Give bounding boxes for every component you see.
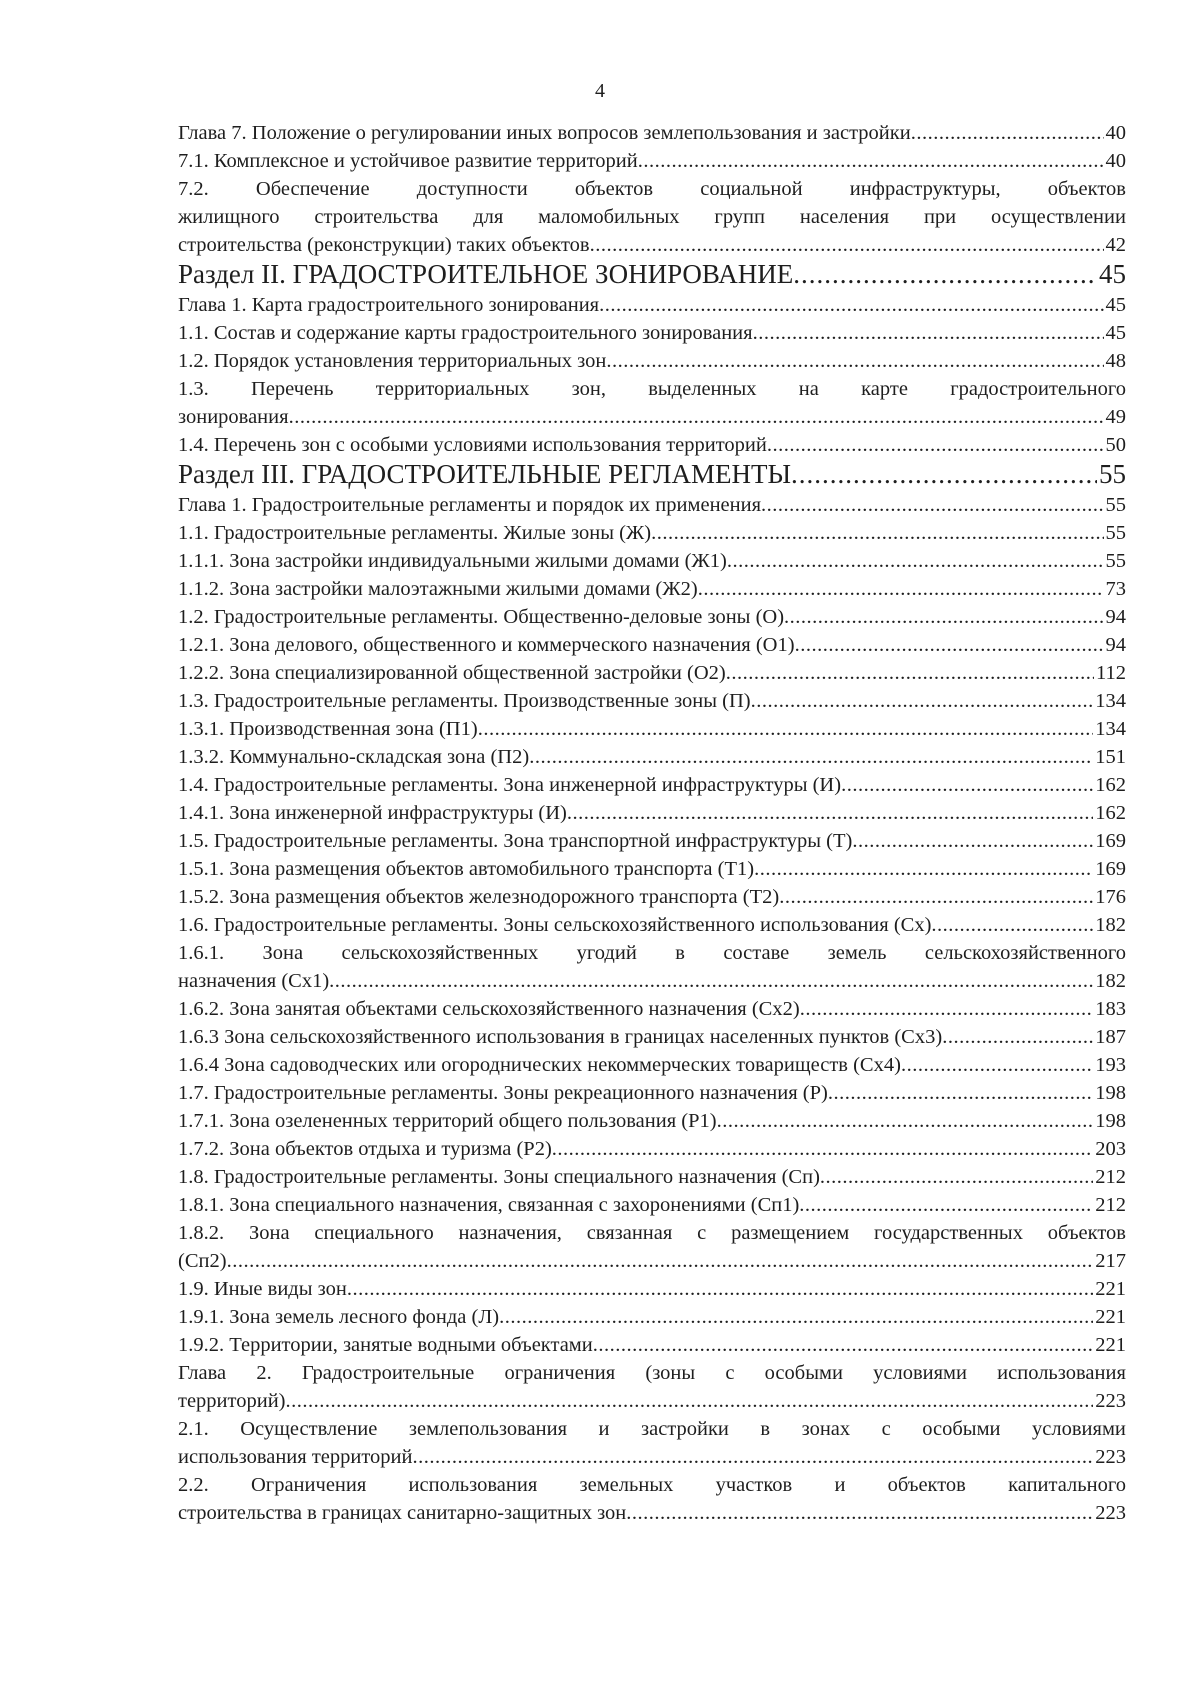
toc-entry: [178, 911, 1126, 939]
toc-word: особыми: [922, 1418, 1001, 1440]
toc-entry: [178, 1303, 1126, 1331]
toc-entry: [178, 519, 1126, 547]
toc-word: 1.6.1.: [178, 942, 225, 964]
toc-leader-dots: [931, 911, 1093, 939]
toc-leader-dots: [329, 967, 1093, 995]
toc-leader-dots: [791, 459, 1097, 489]
toc-word: Перечень: [251, 378, 334, 400]
toc-entry: [178, 799, 1126, 827]
toc-entry: [178, 575, 1126, 603]
toc-entry-line: [178, 1051, 1126, 1079]
toc-entry-title: 1.4. Градостроительные регламенты. Зона инженерной инфраструктуры (И): [178, 774, 842, 796]
toc-entry: [178, 883, 1126, 911]
toc-entry-title: 1.9. Иные виды зон: [178, 1278, 347, 1300]
toc-leader-dots: [651, 519, 1103, 547]
toc-entry-title: строительства (реконструкции) таких объектов: [178, 234, 590, 256]
toc-page-number: 198: [1095, 1082, 1126, 1104]
toc-leader-dots: [726, 659, 1094, 687]
toc-page-number: 45: [1099, 259, 1126, 289]
toc-entry-title: 1.6.2. Зона занятая объектами сельскохозяйственного назначения (Сх2): [178, 998, 800, 1020]
toc-entry-title: территорий): [178, 1390, 286, 1412]
toc-leader-dots: [751, 687, 1094, 715]
toc-entry: [178, 827, 1126, 855]
toc-page-number: 40: [1105, 150, 1126, 172]
toc-page-number: 55: [1105, 550, 1126, 572]
toc-entry: [178, 631, 1126, 659]
toc-entry-line: [178, 175, 1126, 203]
toc-leader-dots: [529, 743, 1093, 771]
toc-entry: [178, 1051, 1126, 1079]
toc-leader-dots: [347, 1275, 1093, 1303]
toc-entry-line: [178, 631, 1126, 659]
toc-page-number: 55: [1099, 459, 1126, 489]
toc-leader-dots: [753, 319, 1104, 347]
toc-entry-title: 1.3.1. Производственная зона (П1): [178, 718, 478, 740]
toc-entry-line: [178, 1191, 1126, 1219]
toc-leader-dots: [286, 1387, 1094, 1415]
toc-word: маломобильных: [538, 206, 680, 228]
toc-word: 1.3.: [178, 378, 209, 400]
toc-word: объектов: [574, 178, 654, 200]
toc-page-number: 223: [1095, 1390, 1126, 1412]
toc-entry-line: [178, 1079, 1126, 1107]
toc-word: размещением: [731, 1222, 850, 1244]
toc-page-number: 187: [1095, 1026, 1126, 1048]
toc-entry-line: [178, 119, 1126, 147]
toc-entry-line: [178, 1471, 1126, 1499]
toc-entry: [178, 491, 1126, 519]
toc-entry-line: [178, 203, 1126, 231]
toc-leader-dots: [793, 259, 1097, 289]
toc-word: (зоны: [645, 1362, 696, 1384]
toc-page-number: 203: [1095, 1138, 1126, 1160]
toc-word: условиями: [1032, 1418, 1126, 1440]
toc-entry-title: 1.1.2. Зона застройки малоэтажными жилыми домами (Ж2): [178, 578, 698, 600]
toc-word: территориальных: [375, 378, 530, 400]
toc-page-number: 182: [1095, 914, 1126, 936]
toc-entry-line: [178, 491, 1126, 519]
toc-entry-title: 1.8.1. Зона специального назначения, связанная с захоронениями (Сп1): [178, 1194, 800, 1216]
toc-word: использования: [408, 1474, 538, 1496]
toc-leader-dots: [901, 1051, 1093, 1079]
toc-leader-dots: [599, 291, 1103, 319]
table-of-contents: [178, 119, 1126, 1527]
toc-word: сельскохозяйственных: [341, 942, 539, 964]
toc-word: ограничения: [504, 1362, 616, 1384]
toc-word: капитального: [1008, 1474, 1126, 1496]
toc-page-number: 221: [1095, 1334, 1126, 1356]
toc-entry-title: 1.5.1. Зона размещения объектов автомобильного транспорта (Т1): [178, 858, 755, 880]
toc-word: и: [834, 1474, 846, 1496]
toc-leader-dots: [593, 1331, 1094, 1359]
toc-entry-line: [178, 687, 1126, 715]
toc-page-number: 48: [1105, 350, 1126, 372]
toc-word: сельскохозяйственного: [924, 942, 1126, 964]
toc-leader-dots: [638, 147, 1104, 175]
toc-entry-line: [178, 967, 1126, 995]
toc-word: Ограничения: [251, 1474, 367, 1496]
toc-word: с: [881, 1418, 891, 1440]
toc-entry-line: [178, 575, 1126, 603]
toc-word: населения: [799, 206, 890, 228]
toc-word: 1.8.2.: [178, 1222, 225, 1244]
toc-entry: [178, 603, 1126, 631]
toc-entry: [178, 175, 1126, 259]
toc-entry-line: [178, 1163, 1126, 1191]
toc-word: Зона: [248, 1222, 290, 1244]
toc-entry-title: 1.1. Состав и содержание карты градостроительного зонирования: [178, 322, 753, 344]
toc-word: назначения,: [458, 1222, 562, 1244]
toc-entry: [178, 1191, 1126, 1219]
toc-word: землепользования: [408, 1418, 568, 1440]
toc-word: карте: [861, 378, 908, 400]
toc-entry-line: [178, 1443, 1126, 1471]
toc-word: условиями: [873, 1362, 967, 1384]
toc-entry-line: [178, 603, 1126, 631]
toc-entry-title: 1.1. Градостроительные регламенты. Жилые зоны (Ж): [178, 522, 652, 544]
toc-entry: [178, 431, 1126, 459]
toc-page-number: 169: [1095, 858, 1126, 880]
toc-word: с: [697, 1222, 707, 1244]
toc-word: участков: [715, 1474, 793, 1496]
toc-entry-title: 1.2. Градостроительные регламенты. Общественно-деловые зоны (О): [178, 606, 785, 628]
toc-entry-line: [178, 1415, 1126, 1443]
toc-word: 2.1.: [178, 1418, 209, 1440]
toc-entry-line: [178, 883, 1126, 911]
toc-word: жилищного: [178, 206, 280, 228]
toc-word: с: [725, 1362, 735, 1384]
toc-word: Глава: [178, 1362, 227, 1384]
toc-page-number: 212: [1095, 1166, 1126, 1188]
toc-entry-line: [178, 827, 1126, 855]
toc-page-number: 223: [1095, 1502, 1126, 1524]
toc-leader-dots: [795, 631, 1104, 659]
toc-entry-line: [178, 1387, 1126, 1415]
toc-page-number: 221: [1095, 1306, 1126, 1328]
toc-word: 2.2.: [178, 1474, 209, 1496]
toc-leader-dots: [800, 995, 1094, 1023]
toc-entry: [178, 1415, 1126, 1471]
toc-word: при: [923, 206, 957, 228]
toc-entry-title: Глава 1. Карта градостроительного зонирования: [178, 294, 600, 316]
toc-entry-title: 1.3. Градостроительные регламенты. Производственные зоны (П): [178, 690, 751, 712]
page-number: 4: [595, 80, 605, 102]
toc-page-number: 134: [1095, 690, 1126, 712]
toc-entry: [178, 1135, 1126, 1163]
toc-word: для: [473, 206, 504, 228]
toc-entry-title: Глава 1. Градостроительные регламенты и порядок их применения: [178, 494, 762, 516]
toc-word: осуществлении: [991, 206, 1126, 228]
toc-leader-dots: [828, 1079, 1093, 1107]
toc-page-number: 176: [1095, 886, 1126, 908]
toc-entry-title: 1.2.1. Зона делового, общественного и коммерческого назначения (О1): [178, 634, 795, 656]
toc-entry-title: 1.6. Градостроительные регламенты. Зоны сельскохозяйственного использования (Сх): [178, 914, 932, 936]
toc-word: строительства: [314, 206, 439, 228]
toc-entry-line: [178, 1247, 1126, 1275]
toc-word: земельных: [579, 1474, 674, 1496]
toc-leader-dots: [799, 1191, 1093, 1219]
toc-leader-dots: [841, 771, 1093, 799]
toc-entry: [178, 1107, 1126, 1135]
toc-entry: [178, 659, 1126, 687]
toc-entry: [178, 1359, 1126, 1415]
toc-word: объектов: [887, 1474, 966, 1496]
toc-entry-title: строительства в границах санитарно-защитных зон: [178, 1502, 627, 1524]
toc-section-heading: [178, 459, 1126, 489]
toc-entry: [178, 771, 1126, 799]
toc-entry-title: 1.9.1. Зона земель лесного фонда (Л): [178, 1306, 500, 1328]
toc-entry: [178, 547, 1126, 575]
toc-entry-line: [178, 1107, 1126, 1135]
toc-entry: [178, 119, 1126, 147]
toc-leader-dots: [289, 403, 1104, 431]
toc-entry: [178, 687, 1126, 715]
toc-page-number: 198: [1095, 1110, 1126, 1132]
toc-page-number: 182: [1095, 970, 1126, 992]
toc-entry-line: [178, 1331, 1126, 1359]
toc-word: доступности: [416, 178, 528, 200]
toc-entry-line: [178, 1135, 1126, 1163]
toc-page-number: 183: [1095, 998, 1126, 1020]
toc-entry-title: 1.5.2. Зона размещения объектов железнодорожного транспорта (Т2): [178, 886, 780, 908]
toc-entry-title: 7.1. Комплексное и устойчивое развитие территорий: [178, 150, 638, 172]
toc-page-number: 221: [1095, 1278, 1126, 1300]
toc-entry-title: зонирования: [178, 406, 289, 428]
toc-leader-dots: [911, 119, 1104, 147]
toc-entry: [178, 1471, 1126, 1527]
toc-entry-line: [178, 995, 1126, 1023]
toc-word: групп: [714, 206, 766, 228]
toc-leader-dots: [499, 1303, 1093, 1331]
toc-word: в: [760, 1418, 771, 1440]
toc-leader-dots: [852, 827, 1093, 855]
toc-entry: [178, 347, 1126, 375]
toc-entry: [178, 1163, 1126, 1191]
toc-page-number: 223: [1095, 1446, 1126, 1468]
toc-entry-line: [178, 799, 1126, 827]
toc-leader-dots: [717, 1107, 1094, 1135]
toc-entry-title: 1.3.2. Коммунально-складская зона (П2): [178, 746, 530, 768]
toc-page-number: 94: [1105, 634, 1126, 656]
toc-page-number: 55: [1105, 522, 1126, 544]
toc-entry-title: 1.6.4 Зона садоводческих или огороднических некоммерческих товариществ (Сх4): [178, 1054, 901, 1076]
toc-entry-title: 1.8. Градостроительные регламенты. Зоны специального назначения (Сп): [178, 1166, 820, 1188]
toc-leader-dots: [552, 1135, 1093, 1163]
toc-word: в: [675, 942, 685, 964]
toc-entry-line: [178, 147, 1126, 175]
toc-entry: [178, 855, 1126, 883]
toc-entry-line: [178, 1219, 1126, 1247]
toc-leader-dots: [779, 883, 1093, 911]
toc-word: выделенных: [648, 378, 757, 400]
toc-entry-line: [178, 1359, 1126, 1387]
toc-page-number: 42: [1105, 234, 1126, 256]
toc-word: застройки: [641, 1418, 729, 1440]
toc-entry-title: 1.5. Градостроительные регламенты. Зона транспортной инфраструктуры (Т): [178, 830, 853, 852]
toc-entry-title: 1.7.1. Зона озелененных территорий общего пользования (Р1): [178, 1110, 717, 1132]
toc-entry: [178, 715, 1126, 743]
toc-word: зонах: [801, 1418, 851, 1440]
toc-page-number: 134: [1095, 718, 1126, 740]
toc-page-number: 151: [1095, 746, 1126, 768]
toc-entry-line: [178, 939, 1126, 967]
toc-page-number: 217: [1095, 1250, 1126, 1272]
toc-entry: [178, 939, 1126, 995]
toc-word: на: [798, 378, 819, 400]
toc-word: Зона: [262, 942, 304, 964]
toc-entry-title: 1.2. Порядок установления территориальных зон: [178, 350, 607, 372]
toc-entry-title: Раздел III. ГРАДОСТРОИТЕЛЬНЫЕ РЕГЛАМЕНТЫ: [178, 459, 792, 489]
toc-page-number: 49: [1105, 406, 1126, 428]
toc-word: Осуществление: [240, 1418, 378, 1440]
toc-entry: [178, 319, 1126, 347]
toc-entry-line: [178, 347, 1126, 375]
toc-page-number: 55: [1105, 494, 1126, 516]
toc-entry: [178, 1023, 1126, 1051]
toc-leader-dots: [478, 715, 1094, 743]
toc-word: 7.2.: [178, 178, 209, 200]
toc-entry: [178, 147, 1126, 175]
toc-word: связанная: [586, 1222, 673, 1244]
toc-entry-title: Раздел II. ГРАДОСТРОИТЕЛЬНОЕ ЗОНИРОВАНИЕ: [178, 259, 794, 289]
toc-entry-line: [178, 403, 1126, 431]
toc-entry-line: [178, 771, 1126, 799]
toc-leader-dots: [761, 491, 1103, 519]
toc-entry-line: [178, 1499, 1126, 1527]
toc-word: специального: [314, 1222, 434, 1244]
toc-entry-line: [178, 259, 1126, 289]
toc-word: объектов: [1047, 178, 1126, 200]
toc-entry-line: [178, 743, 1126, 771]
toc-leader-dots: [567, 799, 1093, 827]
toc-word: объектов: [1047, 1222, 1126, 1244]
toc-entry: [178, 1275, 1126, 1303]
toc-entry-line: [178, 855, 1126, 883]
toc-word: социальной: [700, 178, 803, 200]
toc-page-number: 162: [1095, 774, 1126, 796]
toc-entry: [178, 995, 1126, 1023]
toc-leader-dots: [606, 347, 1103, 375]
toc-entry-title: 1.2.2. Зона специализированной общественной застройки (О2): [178, 662, 726, 684]
toc-leader-dots: [727, 547, 1104, 575]
toc-leader-dots: [590, 231, 1104, 259]
toc-leader-dots: [227, 1247, 1094, 1275]
toc-entry-line: [178, 231, 1126, 259]
toc-entry-line: [178, 519, 1126, 547]
toc-word: градостроительного: [950, 378, 1126, 400]
toc-entry-line: [178, 319, 1126, 347]
toc-entry-line: [178, 1275, 1126, 1303]
toc-entry: [178, 1219, 1126, 1275]
toc-entry-title: 1.4. Перечень зон с особыми условиями использования территорий: [178, 434, 767, 456]
toc-page-number: 162: [1095, 802, 1126, 824]
toc-leader-dots: [942, 1023, 1093, 1051]
toc-entry-line: [178, 659, 1126, 687]
toc-entry-title: 1.1.1. Зона застройки индивидуальными жилыми домами (Ж1): [178, 550, 727, 572]
toc-page-number: 169: [1095, 830, 1126, 852]
toc-entry-title: Глава 7. Положение о регулировании иных вопросов землепользования и застройки: [178, 122, 911, 144]
toc-word: особыми: [764, 1362, 843, 1384]
toc-entry-line: [178, 459, 1126, 489]
toc-word: зон,: [571, 378, 606, 400]
toc-leader-dots: [413, 1443, 1094, 1471]
toc-word: составе: [723, 942, 790, 964]
toc-entry-title: 1.6.3 Зона сельскохозяйственного использования в границах населенных пунктов (Сх3): [178, 1026, 943, 1048]
toc-page-number: 50: [1105, 434, 1126, 456]
toc-entry-line: [178, 1023, 1126, 1051]
toc-entry: [178, 1079, 1126, 1107]
toc-entry-title: назначения (Сх1): [178, 970, 330, 992]
toc-word: 2.: [256, 1362, 272, 1384]
toc-page-number: 40: [1105, 122, 1126, 144]
toc-page-number: 112: [1096, 662, 1126, 684]
toc-entry-title: 1.4.1. Зона инженерной инфраструктуры (И): [178, 802, 567, 824]
toc-entry-line: [178, 291, 1126, 319]
toc-entry-title: 1.7.2. Зона объектов отдыха и туризма (Р2): [178, 1138, 552, 1160]
toc-leader-dots: [767, 431, 1104, 459]
toc-leader-dots: [820, 1163, 1093, 1191]
toc-word: государственных: [874, 1222, 1023, 1244]
toc-leader-dots: [698, 575, 1104, 603]
toc-entry: [178, 1331, 1126, 1359]
toc-entry: [178, 291, 1126, 319]
toc-word: и: [598, 1418, 610, 1440]
toc-word: инфраструктуры,: [849, 178, 1001, 200]
toc-entry-title: 1.9.2. Территории, занятые водными объектами: [178, 1334, 593, 1356]
toc-leader-dots: [754, 855, 1093, 883]
toc-entry-title: использования территорий: [178, 1446, 413, 1468]
toc-word: Обеспечение: [255, 178, 370, 200]
toc-entry-line: [178, 715, 1126, 743]
toc-word: угодий: [576, 942, 637, 964]
toc-word: Градостроительные: [301, 1362, 475, 1384]
toc-entry-line: [178, 547, 1126, 575]
toc-entry-title: 1.7. Градостроительные регламенты. Зоны рекреационного назначения (Р): [178, 1082, 828, 1104]
toc-entry-title: (Сп2): [178, 1250, 227, 1272]
toc-page-number: 94: [1105, 606, 1126, 628]
toc-page-number: 212: [1095, 1194, 1126, 1216]
toc-entry-line: [178, 375, 1126, 403]
toc-section-heading: [178, 259, 1126, 289]
toc-page-number: 45: [1105, 294, 1126, 316]
toc-page-number: 193: [1095, 1054, 1126, 1076]
toc-leader-dots: [626, 1499, 1093, 1527]
toc-entry-line: [178, 1303, 1126, 1331]
toc-entry: [178, 375, 1126, 431]
toc-leader-dots: [784, 603, 1103, 631]
toc-word: использования: [997, 1362, 1126, 1384]
toc-page-number: 45: [1105, 322, 1126, 344]
toc-entry-line: [178, 431, 1126, 459]
toc-entry: [178, 743, 1126, 771]
toc-page-number: 73: [1105, 578, 1126, 600]
toc-word: земель: [827, 942, 887, 964]
toc-entry-line: [178, 911, 1126, 939]
